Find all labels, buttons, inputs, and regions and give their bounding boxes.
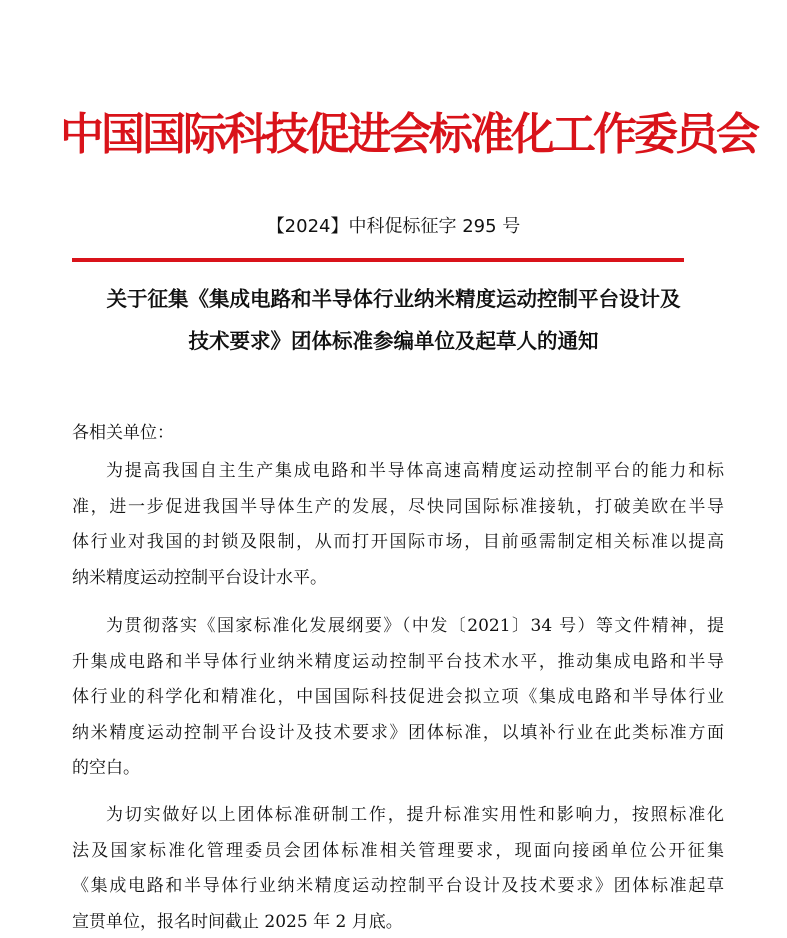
paragraph-line: 体行业的科学化和精准化，中国国际科技促进会拟立项《集成电路和半导体行业: [72, 687, 724, 707]
organization-letterhead: 中国国际科技促进会标准化工作委员会: [60, 109, 757, 160]
notice-title-line-1: 关于征集《集成电路和半导体行业纳米精度运动控制平台设计及: [106, 287, 681, 311]
paragraph-line: 为提高我国自主生产集成电路和半导体高速高精度运动控制平台的能力和标: [106, 461, 724, 481]
paragraph-line: 《集成电路和半导体行业纳米精度运动控制平台设计及技术要求》团体标准起草: [72, 876, 724, 896]
paragraph-line: 升集成电路和半导体行业纳米精度运动控制平台技术水平，推动集成电路和半导: [72, 651, 724, 672]
salutation: 各相关单位：: [72, 423, 174, 443]
paragraph-line: 为切实做好以上团体标准研制工作，提升标准实用性和影响力，按照标准化: [106, 805, 724, 825]
notice-title: [0, 278, 787, 362]
notice-title-line-2: 技术要求》团体标准参编单位及起草人的通知: [188, 329, 599, 353]
red-divider: [72, 258, 684, 262]
paragraph-line: 准，进一步促进我国半导体生产的发展，尽快同国际标准接轨，打破美欧在半导: [72, 496, 724, 517]
paragraph-2: [72, 609, 724, 787]
paragraph-line: 纳米精度运动控制平台设计水平。: [72, 567, 327, 588]
paragraph-3: [72, 798, 724, 938]
paragraph-line: 的空白。: [72, 758, 140, 778]
paragraph-line: 法及国家标准化管理委员会团体标准相关管理要求，现面向接函单位公开征集: [72, 840, 724, 861]
paragraph-line: 宣贯单位，报名时间截止 2025 年 2 月底。: [72, 911, 403, 932]
paragraph-line: 纳米精度运动控制平台设计及技术要求》团体标准，以填补行业在此类标准方面: [72, 722, 724, 743]
paragraph-line: 体行业对我国的封锁及限制，从而打开国际市场，目前亟需制定相关标准以提高: [72, 532, 724, 552]
paragraph-1: [72, 454, 724, 596]
paragraph-line: 为贯彻落实《国家标准化发展纲要》（中发〔2021〕34 号）等文件精神，提: [106, 616, 724, 636]
document-number: 【2024】中科促标征字 295 号: [266, 216, 521, 237]
